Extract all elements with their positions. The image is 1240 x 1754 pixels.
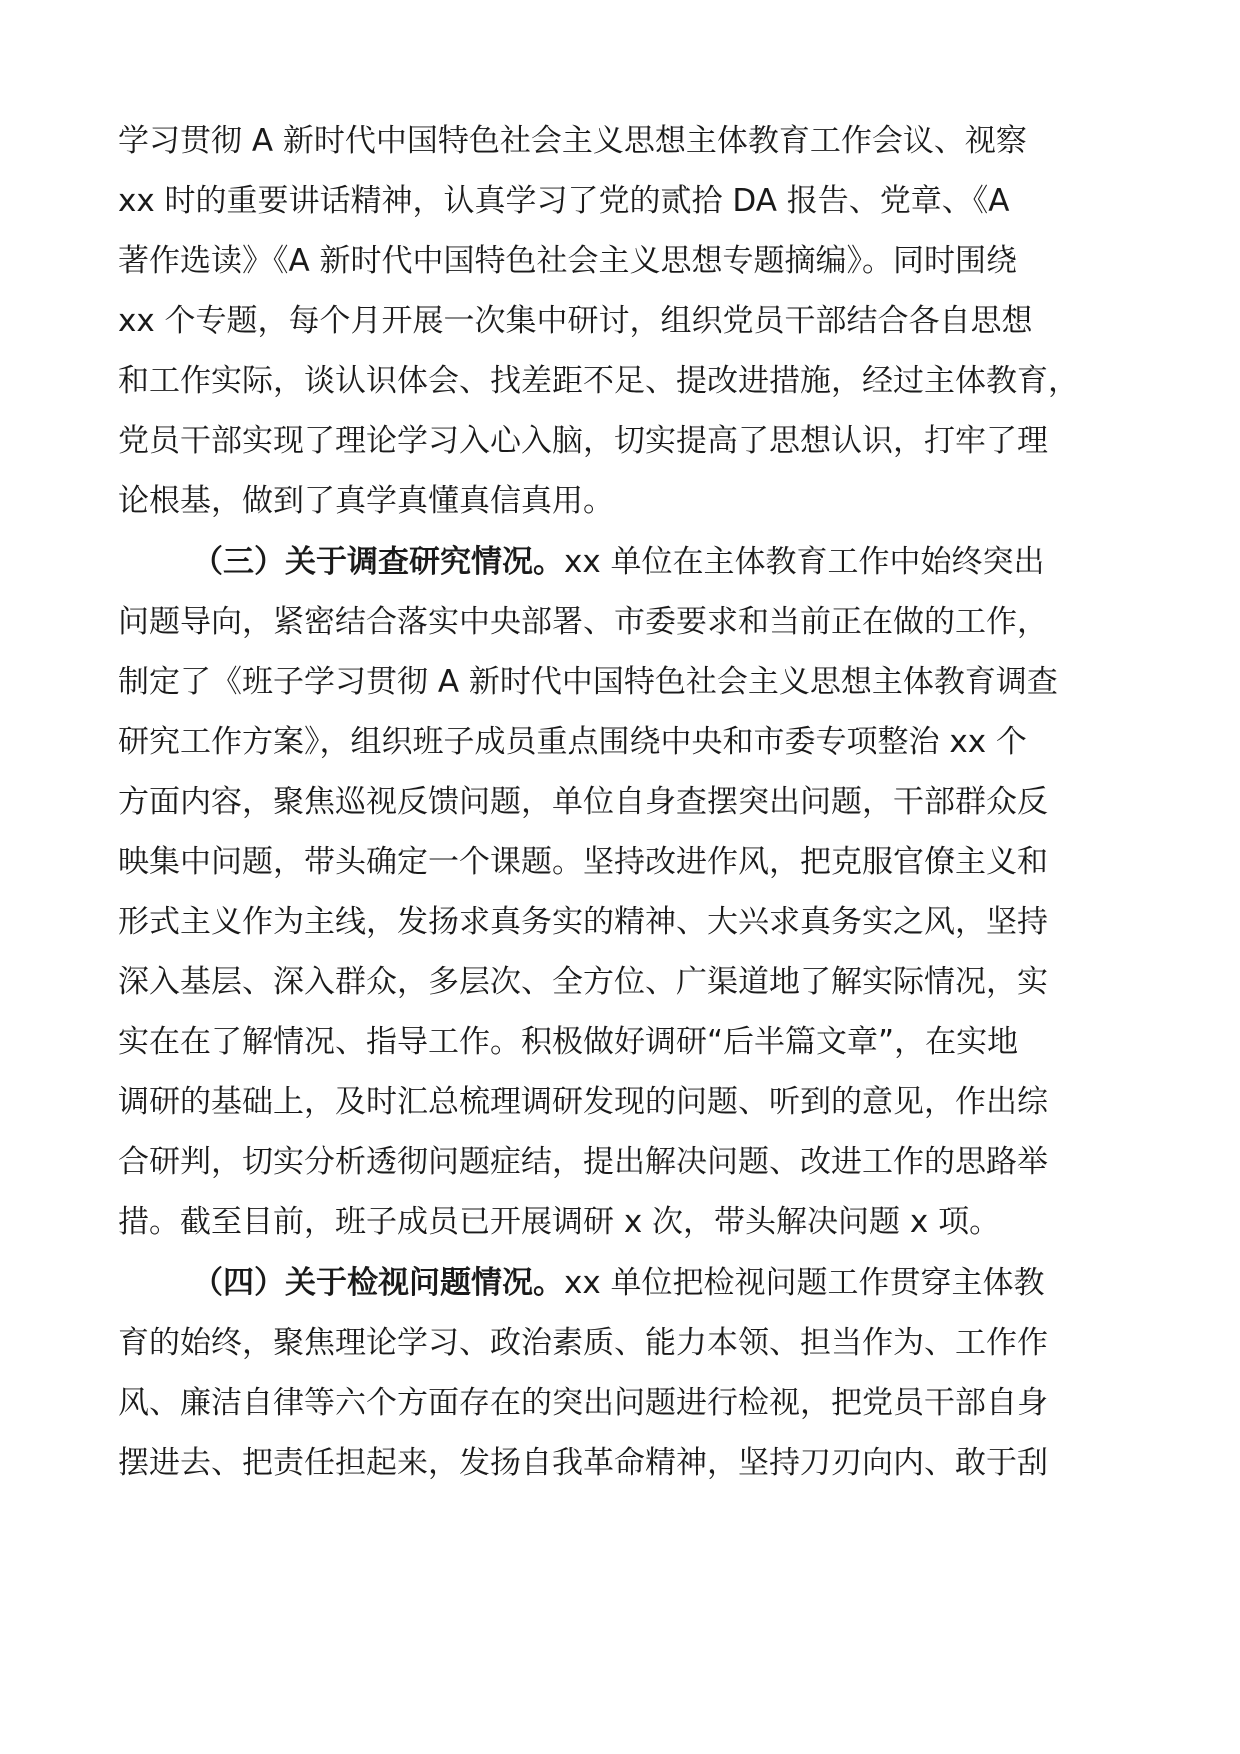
paragraph-line: 论根基，做到了真学真懂真信真用。 bbox=[118, 483, 614, 519]
paragraph-line: 方面内容，聚焦巡视反馈问题，单位自身查摆突出问题，干部群众反 bbox=[118, 784, 1048, 820]
paragraph-line: xx 时的重要讲话精神，认真学习了党的贰拾 DA 报告、党章、《A bbox=[118, 183, 1010, 219]
paragraph-line: 党员干部实现了理论学习入心入脑，切实提高了思想认识，打牢了理 bbox=[118, 423, 1048, 459]
paragraph-line: 问题导向，紧密结合落实中央部署、市委要求和当前正在做的工作， bbox=[118, 604, 1048, 640]
paragraph-line: xx 个专题，每个月开展一次集中研讨，组织党员干部结合各自思想 bbox=[118, 303, 1033, 339]
section3-first-line bbox=[192, 529, 1045, 595]
paragraph-line: 风、廉洁自律等六个方面存在的突出问题进行检视，把党员干部自身 bbox=[118, 1385, 1048, 1421]
paragraph-line: 摆进去、把责任担起来，发扬自我革命精神，坚持刀刃向内、敢于刮 bbox=[118, 1445, 1048, 1481]
paragraph-line: 调研的基础上，及时汇总梳理调研发现的问题、听到的意见，作出综 bbox=[118, 1084, 1048, 1120]
paragraph-line: 研究工作方案》，组织班子成员重点围绕中央和市委专项整治 xx 个 bbox=[118, 724, 1027, 760]
paragraph-line: 实在在了解情况、指导工作。积极做好调研“后半篇文章”，在实地 bbox=[118, 1024, 1019, 1060]
section4-lead-text: xx 单位把检视问题工作贯穿主体教 bbox=[564, 1265, 1045, 1301]
section3-lead-text: xx 单位在主体教育工作中始终突出 bbox=[564, 544, 1045, 580]
paragraph-line: 和工作实际，谈认识体会、找差距不足、提改进措施，经过主体教育， bbox=[118, 363, 1079, 399]
paragraph-line: 深入基层、深入群众，多层次、全方位、广渠道地了解实际情况，实 bbox=[118, 964, 1048, 1000]
section3-heading: （三）关于调查研究情况。 bbox=[192, 544, 564, 580]
paragraph-line: 映集中问题，带头确定一个课题。坚持改进作风，把克服官僚主义和 bbox=[118, 844, 1048, 880]
paragraph-line: 措。截至目前，班子成员已开展调研 x 次，带头解决问题 x 项。 bbox=[118, 1204, 1001, 1240]
paragraph-line: 制定了《班子学习贯彻 A 新时代中国特色社会主义思想主体教育调查 bbox=[118, 664, 1058, 700]
section4-first-line bbox=[192, 1250, 1045, 1316]
section4-heading: （四）关于检视问题情况。 bbox=[192, 1265, 564, 1301]
paragraph-line: 合研判，切实分析透彻问题症结，提出解决问题、改进工作的思路举 bbox=[118, 1144, 1048, 1180]
paragraph-line: 形式主义作为主线，发扬求真务实的精神、大兴求真务实之风，坚持 bbox=[118, 904, 1048, 940]
paragraph-line: 著作选读》《A 新时代中国特色社会主义思想专题摘编》。同时围绕 bbox=[118, 243, 1018, 279]
paragraph-line: 学习贯彻 A 新时代中国特色社会主义思想主体教育工作会议、视察 bbox=[118, 123, 1027, 159]
paragraph-line: 育的始终，聚焦理论学习、政治素质、能力本领、担当作为、工作作 bbox=[118, 1325, 1048, 1361]
